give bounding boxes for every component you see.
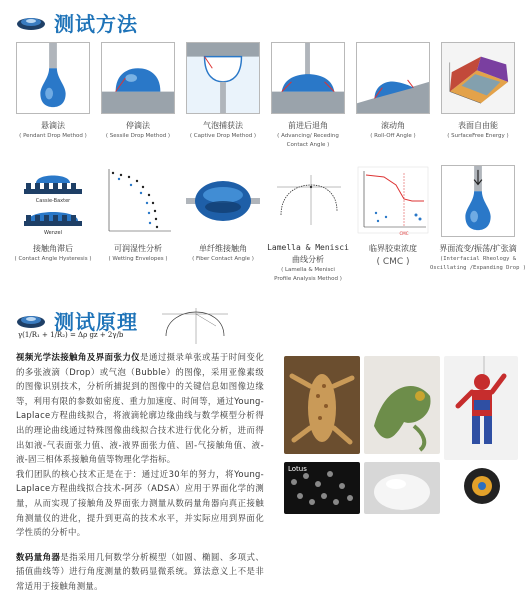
gecko-photo xyxy=(284,356,360,454)
method-lamella-menisci xyxy=(267,165,349,284)
method-label: 单纤维接触角 xyxy=(199,244,247,253)
fiber-image xyxy=(186,165,260,237)
method-label-en: ( Fiber Contact Angle ) xyxy=(192,256,254,262)
interfacial-rheology-image xyxy=(441,165,515,237)
method-label-en: ( Captive Drop Method ) xyxy=(189,133,257,139)
method-sessile-drop xyxy=(101,42,175,150)
method-label: 可润湿性分析 xyxy=(114,244,162,253)
disc-icon xyxy=(16,313,46,329)
principle-3-text: 是指采用几何数学分析模型（如圆、椭圆、多项式、插值曲线等）进行角度测量的数码显微系统。算法意义上不是非常适用于接触角测量。 xyxy=(16,551,265,591)
method-hysteresis xyxy=(16,165,90,284)
method-roll-off xyxy=(356,42,430,150)
method-label: 界面流变/振荡/扩张滴 xyxy=(439,244,517,253)
method-advancing-receding xyxy=(271,42,345,150)
methods-row-2 xyxy=(14,165,527,284)
method-label-en: (Interfacial Rheology & xyxy=(439,256,517,262)
wenzel-label: Wenzel xyxy=(44,230,62,236)
method-label-en-2: Oscillating /Expanding Drop ) xyxy=(429,265,527,272)
method-label-en-2: Profile Analysis Method ) xyxy=(274,276,342,283)
roll-off-image xyxy=(356,42,430,114)
method-fiber-contact-angle xyxy=(186,165,260,284)
method-label-en: ( Contact Angle Hysteresis ) xyxy=(14,256,92,262)
drop-profile-diagram xyxy=(160,306,230,346)
spiderman-photo xyxy=(444,356,518,460)
method-interfacial-rheology xyxy=(429,165,527,284)
method-label-en: ( Advancing/ Receding xyxy=(277,133,339,139)
water-drop-leaf-photo xyxy=(364,462,440,514)
method-label-en: ( Sessile Drop Method ) xyxy=(105,133,171,139)
method-label-en: ( Lamella & Menisci xyxy=(281,267,335,273)
fabric-reel-photo xyxy=(444,464,518,508)
method-label-en: ( Roll-Off Angle ) xyxy=(370,133,416,139)
principle-paragraph-2: 我们团队的核心技术正是在于：通过近30年的努力，将Young-Laplace方程曲线拟合技术-阿莎（ADSA）应用于界面化学的测量，从而实现了接触角及界面张力测量从数码量角器向真正接触角测量仪的进化，提升到更高的技术水平，并实际应用到界面化学性质的分析中。 xyxy=(16,468,264,538)
method-surface-free-energy xyxy=(441,42,515,150)
lotus-label: Lotus xyxy=(288,465,307,473)
methods-title: 测试方法 xyxy=(54,12,138,36)
disc-icon xyxy=(16,15,46,31)
method-captive-drop xyxy=(186,42,260,150)
lamella-curve-image xyxy=(271,165,345,237)
principle-1-bold: 视频光学法接触角及界面张力仪 xyxy=(16,352,141,362)
method-label: 气泡捕获法 xyxy=(203,121,243,130)
principle-1-text: 是通过摄录单张或基于时间变化的多张液滴（Drop）或气泡（Bubble）的图像，采用亚像素级的图像识别技术，分析所捕捉到的图像中的关键信息如图像边缘等，利用有限的参数如密度、重力加速度、时间等，通过Young-Laplace方程曲线拟合，将液滴轮廓边缘曲线与数学模型分析得出的理论曲线通过特殊图像曲线拟合技术进行优化分析，进而得出如液-气表面张力值、液-液界面张力值、固-气接触角值、液-液-固三相体系接触角值等物理化学指标。 xyxy=(16,352,264,465)
method-pendant-drop xyxy=(16,42,90,150)
methods-section-header xyxy=(16,8,138,37)
chameleon-photo xyxy=(364,356,440,454)
method-label: 悬滴法 xyxy=(41,121,65,130)
method-label-en-2: Contact Angle ) xyxy=(286,142,330,149)
method-label-en: ( Wetting Envelopes ) xyxy=(108,256,168,262)
method-label-en: ( CMC ) xyxy=(376,257,410,267)
methods-row-1 xyxy=(16,42,516,150)
principles-title: 测试原理 xyxy=(54,310,138,334)
wetting-envelope-plot xyxy=(101,165,175,237)
method-label-en: ( SurfaceFree Energy ) xyxy=(447,133,509,139)
cmc-marker-label: CMC xyxy=(399,231,409,236)
method-label: Lamella & Menisci xyxy=(267,243,349,252)
surface-energy-3d-plot xyxy=(441,42,515,114)
sessile-drop-image xyxy=(101,42,175,114)
captive-drop-image xyxy=(186,42,260,114)
cassie-baxter-label: Cassie-Baxter xyxy=(35,198,71,204)
principle-paragraph-3 xyxy=(16,550,264,594)
method-label-2: 曲线分析 xyxy=(292,255,324,264)
method-label: 滚动角 xyxy=(381,121,405,130)
hysteresis-image xyxy=(16,165,90,237)
principle-3-bold: 数码量角器 xyxy=(16,551,61,562)
principle-paragraph-1 xyxy=(16,350,264,467)
young-laplace-formula: γ(1/R₁ + 1/R₂) = Δρ gz + 2γ/b xyxy=(18,331,124,339)
method-label-en: ( Pendant Drop Method ) xyxy=(19,133,87,139)
lotus-photo xyxy=(284,462,360,514)
method-wetting-envelopes xyxy=(101,165,175,284)
method-label: 表面自由能 xyxy=(458,121,498,130)
method-cmc xyxy=(356,165,430,284)
method-label: 停滴法 xyxy=(126,121,150,130)
method-label: 接触角滞后 xyxy=(33,244,73,253)
method-label: 临界胶束浓度 xyxy=(369,244,417,253)
principle-description xyxy=(16,350,264,594)
pendant-drop-image xyxy=(16,42,90,114)
advancing-receding-image xyxy=(271,42,345,114)
method-label: 前进后退角 xyxy=(288,121,328,130)
cmc-plot xyxy=(356,165,430,237)
